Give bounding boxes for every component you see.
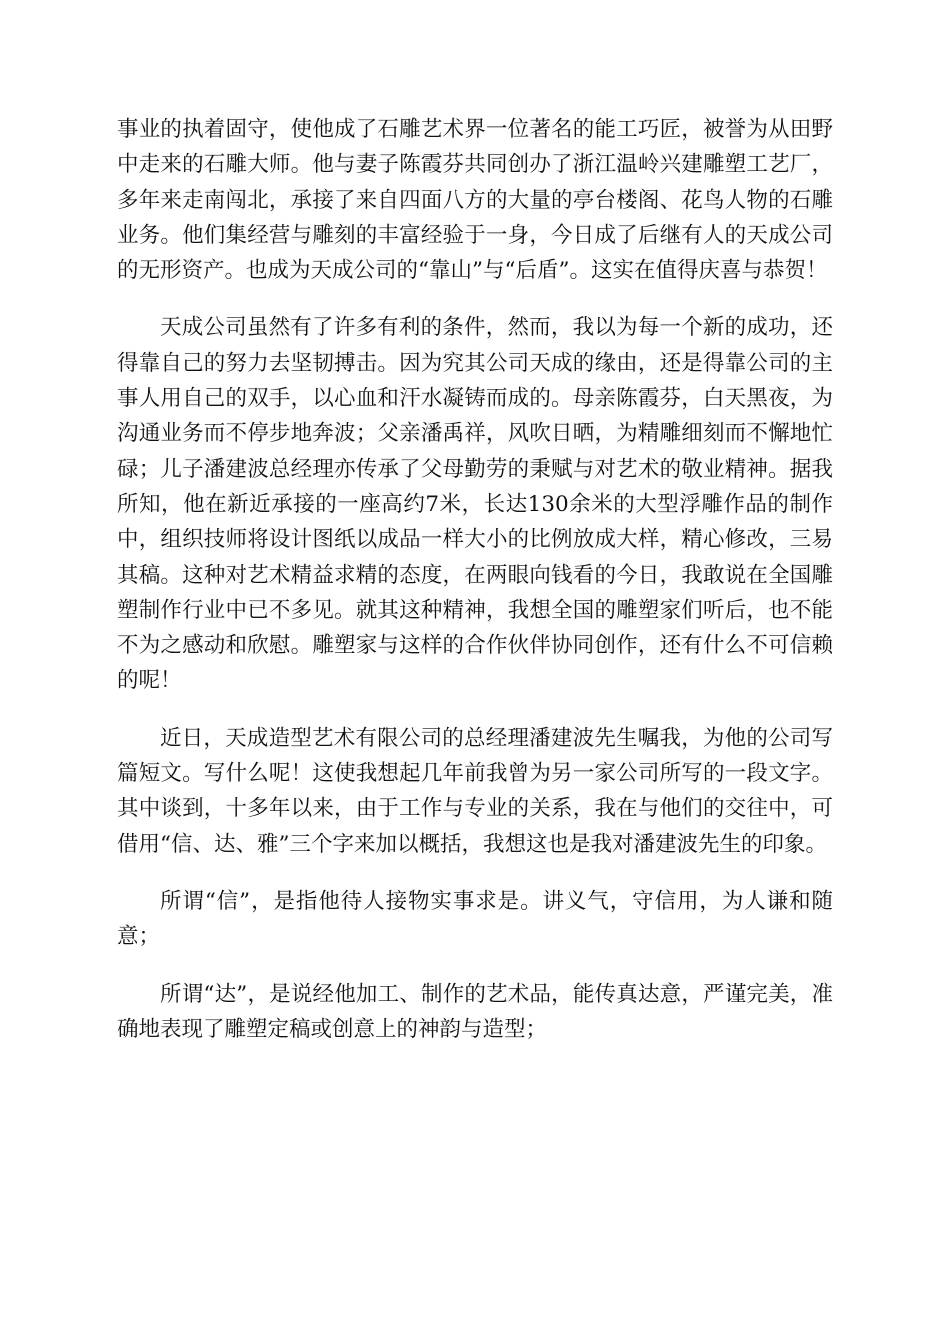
paragraph-gap bbox=[117, 288, 833, 310]
paragraph-5: 所谓“达”，是说经他加工、制作的艺术品，能传真达意，严谨完美，准确地表现了雕塑定稿或创意上的神韵与造型； bbox=[117, 981, 833, 1042]
document-body bbox=[117, 112, 833, 1047]
paragraph-gap bbox=[117, 955, 833, 977]
paragraph-2: 天成公司虽然有了许多有利的条件，然而，我以为每一个新的成功，还得靠自己的努力去坚韧搏击。因为究其公司天成的缘由，还是得靠公司的主事人用自己的双手，以心血和汗水凝铸而成的。母亲陈霞芬，白天黑夜，为沟通业务而不停步地奔波；父亲潘禹祥，风吹日晒，为精雕细刻而不懈地忙碌；儿子潘建波总经理亦传承了父母勤劳的秉赋与对艺术的敬业精神。据我所知，他在新近承接的一座高约7米，长达130余米的大型浮雕作品的制作中，组织技师将设计图纸以成品一样大小的比例放成大样，精心修改，三易其稿。这种对艺术精益求精的态度，在两眼向钱看的今日，我敢说在全国雕塑制作行业中已不多见。就其这种精神，我想全国的雕塑家们听后，也不能不为之感动和欣慰。雕塑家与这样的合作伙伴协同创作，还有什么不可信赖的呢！ bbox=[117, 315, 833, 694]
paragraph-4: 所谓“信”，是指他待人接物实事求是。讲义气，守信用，为人谦和随意； bbox=[117, 888, 833, 950]
paragraph-1: 事业的执着固守，使他成了石雕艺术界一位著名的能工巧匠，被誉为从田野中走来的石雕大师。他与妻子陈霞芬共同创办了浙江温岭兴建雕塑工艺厂，多年来走南闯北，承接了来自四面八方的大量的亭台楼阁、花鸟人物的石雕业务。他们集经营与雕刻的丰富经验于一身，今日成了后继有人的天成公司的无形资产。也成为天成公司的“靠山”与“后盾”。这实在值得庆喜与恭贺！ bbox=[117, 117, 833, 284]
paragraph-3: 近日，天成造型艺术有限公司的总经理潘建波先生嘱我，为他的公司写篇短文。写什么呢！这使我想起几年前我曾为另一家公司所写的一段文字。其中谈到，十多年以来，由于工作与专业的关系，我在与他们的交往中，可借用“信、达、雅”三个字来加以概括，我想这也是我对潘建波先生的印象。 bbox=[117, 725, 833, 857]
paragraph-gap bbox=[117, 862, 833, 884]
paragraph-gap bbox=[117, 699, 833, 721]
